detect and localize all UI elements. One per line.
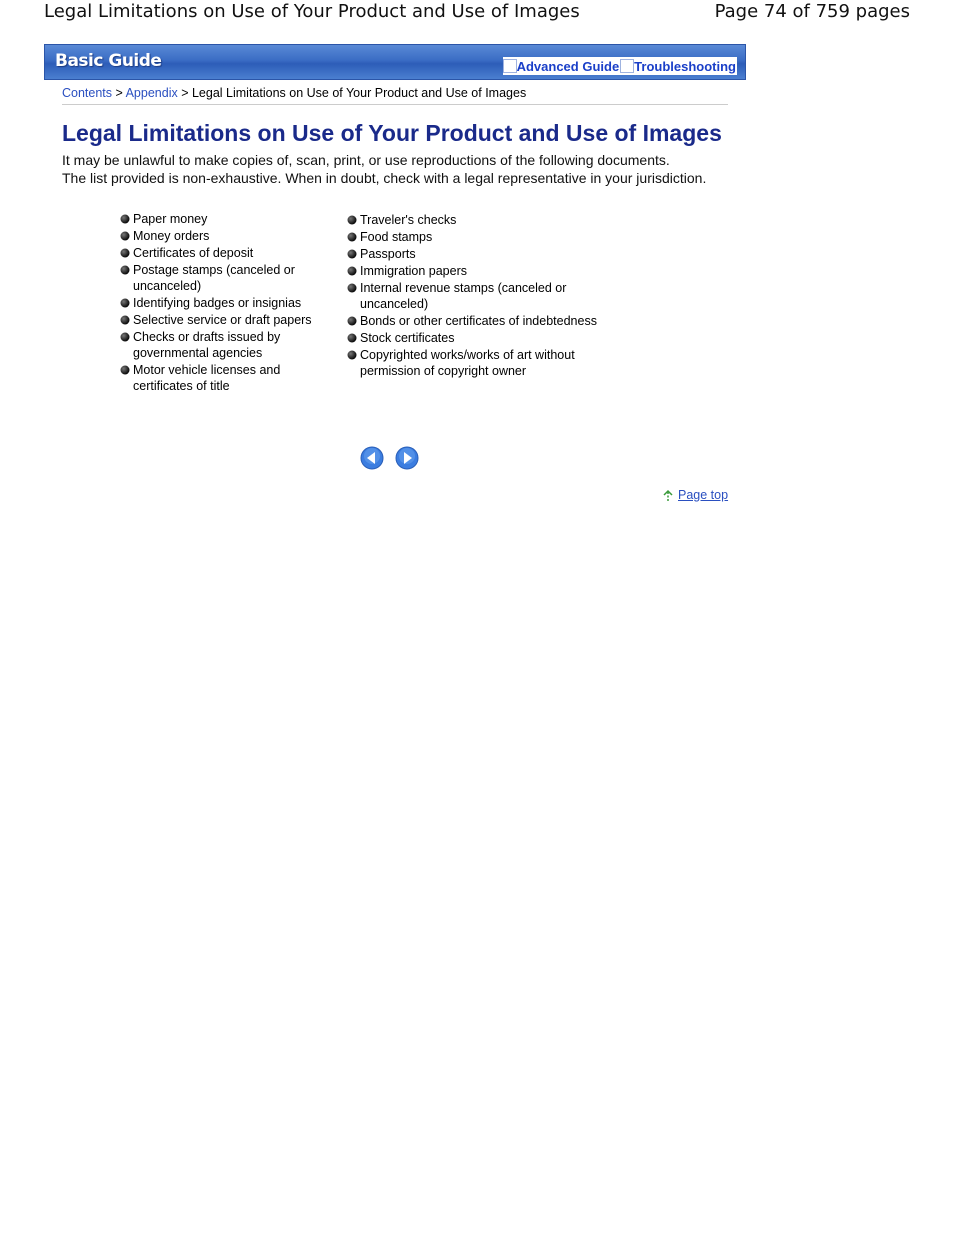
troubleshooting-label: Troubleshooting: [634, 58, 736, 74]
breadcrumb-separator: >: [177, 86, 192, 100]
basic-guide-logo: Basic Guide: [55, 51, 162, 71]
list-item-text: Identifying badges or insignias: [133, 296, 302, 310]
intro-line-1: It may be unlawful to make copies of, scan, print, or use reproductions of the following documents.: [62, 152, 670, 168]
list-item-text: Internal revenue stamps (canceled or uncanceled): [360, 281, 567, 311]
list-item: [346, 246, 621, 262]
list-item: [119, 245, 329, 261]
breadcrumb-current: Legal Limitations on Use of Your Product and Use of Images: [191, 86, 527, 100]
list-item: [346, 313, 621, 329]
list-item-text: Selective service or draft papers: [133, 313, 312, 327]
next-arrow-icon[interactable]: [395, 446, 419, 470]
bullet-icon: [120, 214, 130, 224]
list-item: [346, 263, 621, 279]
intro-text: [62, 151, 762, 187]
bullet-icon: [120, 298, 130, 308]
bullet-icon: [347, 350, 357, 360]
list-item: [346, 212, 621, 228]
list-item: [346, 280, 621, 312]
guide-banner: [44, 44, 746, 80]
list-item: [346, 330, 621, 346]
bullet-icon: [120, 315, 130, 325]
breadcrumb-contents[interactable]: Contents: [62, 86, 113, 100]
list-item-text: Food stamps: [360, 230, 433, 244]
list-item: [119, 329, 329, 361]
bullet-icon: [347, 249, 357, 259]
bullet-icon: [347, 316, 357, 326]
bullet-icon: [347, 215, 357, 225]
bullet-icon: [120, 248, 130, 258]
page-counter: Page 74 of 759 pages: [714, 1, 910, 22]
bullet-icon: [120, 265, 130, 275]
list-item: [346, 347, 621, 379]
page-header: [0, 0, 954, 28]
page-top-link[interactable]: [662, 488, 728, 502]
page-title: Legal Limitations on Use of Your Product and Use of Images: [62, 120, 722, 146]
troubleshooting-link[interactable]: [620, 59, 737, 74]
list-item-text: Checks or drafts issued by governmental agencies: [133, 330, 281, 360]
list-item: [119, 295, 329, 311]
list-item: [119, 362, 329, 394]
advanced-guide-label: Advanced Guide: [516, 58, 620, 74]
link-box-icon: [503, 59, 517, 73]
list-item: [119, 312, 329, 328]
list-item-text: Passports: [360, 247, 416, 261]
list-item-text: Motor vehicle licenses and certificates of title: [133, 363, 281, 393]
list-item: [119, 262, 329, 294]
up-arrow-icon: [662, 488, 674, 502]
list-item-text: Postage stamps (canceled or uncanceled): [133, 263, 295, 293]
page-top-label: Page top: [678, 488, 729, 502]
bullet-icon: [347, 333, 357, 343]
list-item: [119, 228, 329, 244]
bullet-icon: [347, 232, 357, 242]
document-title: Legal Limitations on Use of Your Product and Use of Images: [44, 1, 580, 22]
list-item: [346, 229, 621, 245]
breadcrumb-separator: >: [112, 86, 126, 100]
list-item-text: Paper money: [133, 212, 208, 226]
breadcrumb: [62, 86, 728, 105]
list-item-text: Certificates of deposit: [133, 246, 254, 260]
list-item-text: Immigration papers: [360, 264, 467, 278]
bullet-icon: [120, 332, 130, 342]
prev-arrow-icon[interactable]: [360, 446, 384, 470]
list-item-text: Copyrighted works/works of art without permission of copyright owner: [360, 348, 575, 378]
breadcrumb-appendix[interactable]: Appendix: [125, 86, 178, 100]
intro-line-2: The list provided is non-exhaustive. When in doubt, check with a legal representative in your jurisdiction.: [62, 170, 707, 186]
documents-list-left: [119, 211, 329, 395]
documents-list-right: [346, 212, 621, 380]
bullet-icon: [347, 283, 357, 293]
bullet-icon: [347, 266, 357, 276]
list-item-text: Money orders: [133, 229, 210, 243]
link-box-icon: [620, 59, 634, 73]
list-item: [119, 211, 329, 227]
bullet-icon: [120, 365, 130, 375]
advanced-guide-link[interactable]: [503, 59, 621, 74]
guide-nav: [503, 57, 737, 75]
list-item-text: Stock certificates: [360, 331, 455, 345]
bullet-icon: [120, 231, 130, 241]
list-item-text: Traveler's checks: [360, 213, 457, 227]
list-item-text: Bonds or other certificates of indebtedness: [360, 314, 597, 328]
